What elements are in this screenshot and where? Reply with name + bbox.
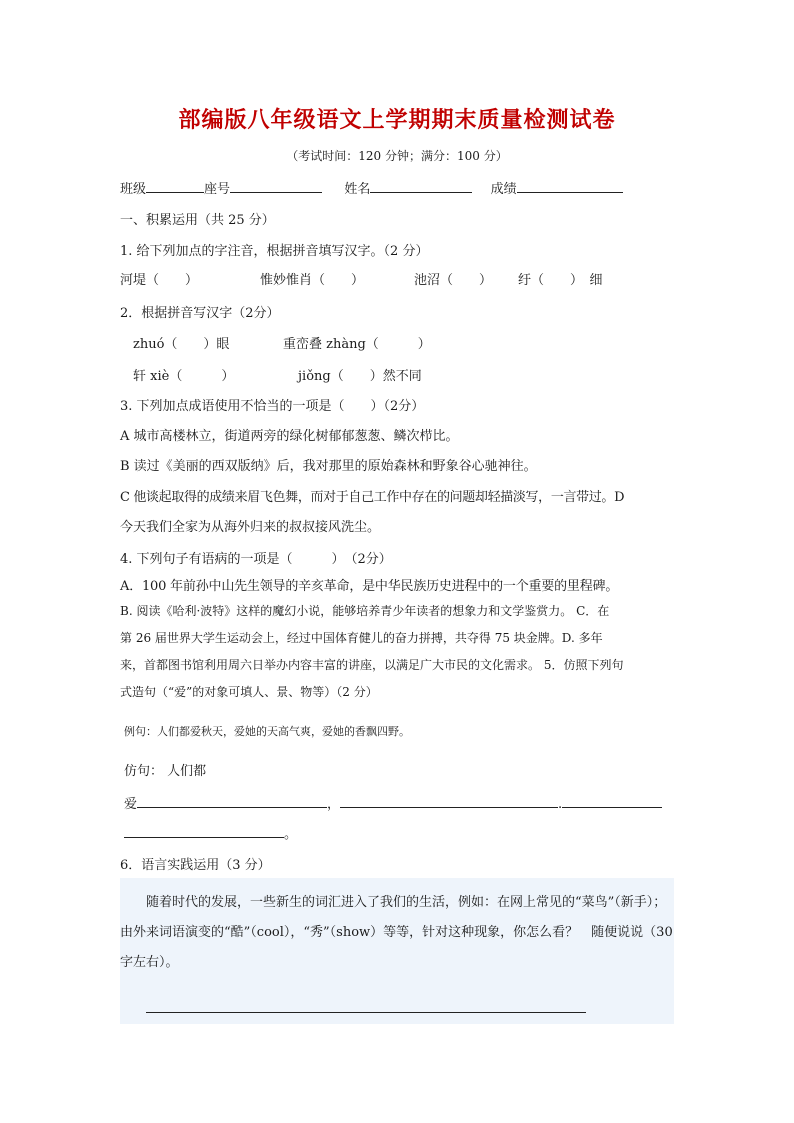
q1-stem: 1. 给下列加点的字注音，根据拼音填写汉字。（2 分）	[120, 244, 429, 259]
q5-blank-1[interactable]	[137, 795, 327, 808]
q1-item-2: 惟妙惟肖（ ）	[260, 273, 365, 288]
name-field[interactable]	[370, 180, 472, 193]
q3-option-c: C 他谈起取得的成绩来眉飞色舞，而对于自己工作中存在的问题却轻描淡写，一言带过。D	[120, 490, 625, 505]
exam-subtitle: （考试时间：120 分钟；满分：100 分）	[286, 149, 508, 163]
q5-answer-line-2	[124, 823, 297, 842]
q5-period: 。	[284, 827, 298, 842]
q2-stem: 2．根据拼音写汉字（2分）	[120, 306, 280, 321]
seat-label: 座号	[204, 182, 231, 197]
q3-option-d: 今天我们全家为从海外归来的叔叔接风洗尘。	[120, 520, 381, 535]
q4-option-d: 来，首都图书馆利用周六日举办内容丰富的讲座，以满足广大市民的文化需求。 5．仿照下列句	[120, 658, 624, 672]
q4-option-c: 第 26 届世界大学生运动会上，经过中国体育健儿的奋力拼搏，共夺得 75 块金牌。D. 多年	[120, 631, 603, 645]
exam-title: 部编版八年级语文上学期期末质量检测试卷	[178, 107, 616, 133]
q6-stem: 6．语言实践运用（3 分）	[120, 858, 271, 873]
q1-item-1: 河堤（ ）	[120, 273, 199, 288]
q1-item-3: 池沼（ ）	[414, 273, 493, 288]
q4-option-b: B. 阅读《哈利·波特》这样的魔幻小说，能够培养青少年读者的想象力和文学鉴赏力。 C．在	[120, 604, 610, 618]
q5-blank-2[interactable]	[340, 795, 558, 808]
q3-option-b: B 读过《美丽的西双版纳》后，我对那里的原始森林和野象谷心驰神往。	[120, 459, 537, 474]
name-label: 姓名	[344, 182, 371, 197]
q4-option-a: A．100 年前孙中山先生领导的辛亥革命，是中华民族历史进程中的一个重要的里程碑。	[120, 579, 619, 594]
q5-stem: 式造句（“爱”的对象可填人、景、物等）（2 分）	[120, 685, 378, 699]
q5-blank-3[interactable]	[562, 795, 662, 808]
section-heading: 一、积累运用（共 25 分）	[120, 213, 275, 228]
q5-answer-line-1: 爱 ， .	[124, 793, 662, 812]
q3-stem: 3. 下列加点成语使用不恰当的一项是（ ）（2分）	[120, 399, 425, 414]
q5-blank-4[interactable]	[124, 825, 284, 838]
seat-field[interactable]	[230, 180, 322, 193]
q2-item-3: 轩 xiè（ ）	[133, 369, 235, 384]
info-row	[120, 178, 623, 197]
q4-stem: 4. 下列句子有语病的一项是（ ） （2分）	[120, 552, 392, 567]
q5-example: 例句：人们都爱秋天，爱她的天高气爽，爱她的香飘四野。	[124, 725, 410, 738]
score-label: 成绩	[490, 182, 517, 197]
class-label: 班级	[120, 182, 147, 197]
q2-item-1: zhuó（ ）眼	[133, 337, 230, 352]
q6-passage: 随着时代的发展，一些新生的词汇进入了我们的生活，例如：在网上常见的“菜鸟”（新手）；由外来词语演变的“酷”（cool），“秀”（show）等等，针对这种现象，你怎么看？ 随便说说（30 字左右）。	[120, 895, 673, 970]
q2-item-4: jiǒng（ ）然不同	[298, 369, 422, 384]
q6-answer-line[interactable]	[146, 1012, 586, 1013]
q5-ai-word: 爱	[124, 797, 138, 812]
class-field[interactable]	[146, 180, 204, 193]
q1-item-4: 纡（ ） 细	[518, 273, 603, 288]
q3-option-a: A 城市高楼林立，街道两旁的绿化树郁郁葱葱、鳞次栉比。	[120, 429, 459, 444]
q5-comma: ，	[327, 797, 341, 812]
q2-item-2: 重峦叠 zhàng（ ）	[283, 337, 431, 352]
score-field[interactable]	[517, 180, 623, 193]
q5-imitate-label: 仿句： 人们都	[124, 764, 207, 779]
